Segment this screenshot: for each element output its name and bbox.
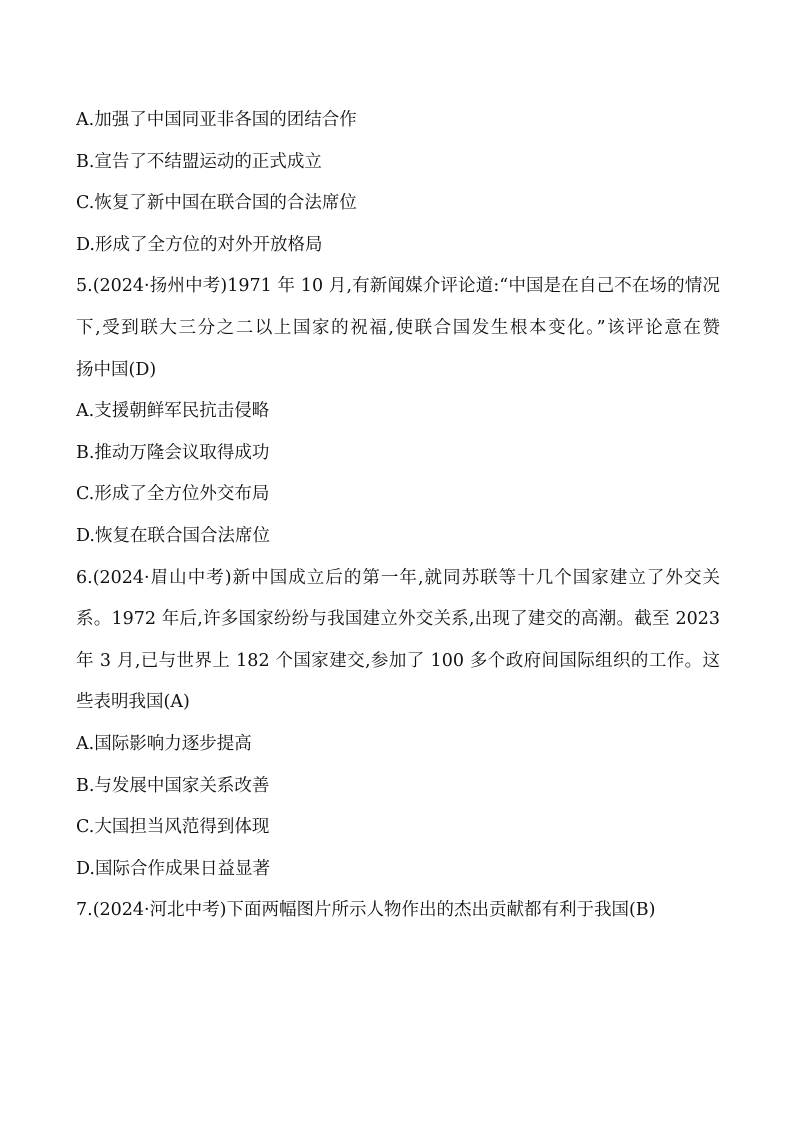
option-4a: A.加强了中国同亚非各国的团结合作 <box>76 110 357 130</box>
option-4b: B.宣告了不结盟运动的正式成立 <box>76 151 322 172</box>
question-6-line-2: 系。1972 年后,许多国家纷纷与我国建立外交关系,出现了建交的高潮。截至 2023 <box>76 609 720 630</box>
question-7 <box>76 890 720 932</box>
question-5-line-3: 扬中国(D) <box>76 359 157 380</box>
question-5-line-1: 5.(2024·扬州中考)1971 年 10 月,有新闻媒介评论道:“中国是在自己不在场的情况 <box>76 276 720 297</box>
question-6-line-1: 6.(2024·眉山中考)新中国成立后的第一年,就同苏联等十几个国家建立了外交关 <box>76 567 720 588</box>
option-4d: D.形成了全方位的对外开放格局 <box>76 234 323 255</box>
question-5 <box>76 266 720 391</box>
option-6b: B.与发展中国家关系改善 <box>76 775 270 796</box>
question-6 <box>76 558 720 724</box>
document-page <box>76 100 720 932</box>
option-5d: D.恢复在联合国合法席位 <box>76 525 270 546</box>
question-7-line-1: 7.(2024·河北中考)下面两幅图片所示人物作出的杰出贡献都有利于我国(B) <box>76 900 656 921</box>
option-4c: C.恢复了新中国在联合国的合法席位 <box>76 193 357 214</box>
option-6d: D.国际合作成果日益显著 <box>76 858 270 879</box>
option-5b: B.推动万隆会议取得成功 <box>76 442 270 463</box>
option-6a: A.国际影响力逐步提高 <box>76 733 252 754</box>
question-6-line-4: 些表明我国(A) <box>76 692 190 713</box>
option-6c: C.大国担当风范得到体现 <box>76 817 270 838</box>
question-5-line-2: 下,受到联大三分之二以上国家的祝福,使联合国发生根本变化。”该评论意在赞 <box>76 317 720 338</box>
option-5a: A.支援朝鲜军民抗击侵略 <box>76 401 270 422</box>
option-5c: C.形成了全方位外交布局 <box>76 484 270 505</box>
question-6-line-3: 年 3 月,已与世界上 182 个国家建交,参加了 100 多个政府间国际组织的工作。这 <box>76 650 720 671</box>
